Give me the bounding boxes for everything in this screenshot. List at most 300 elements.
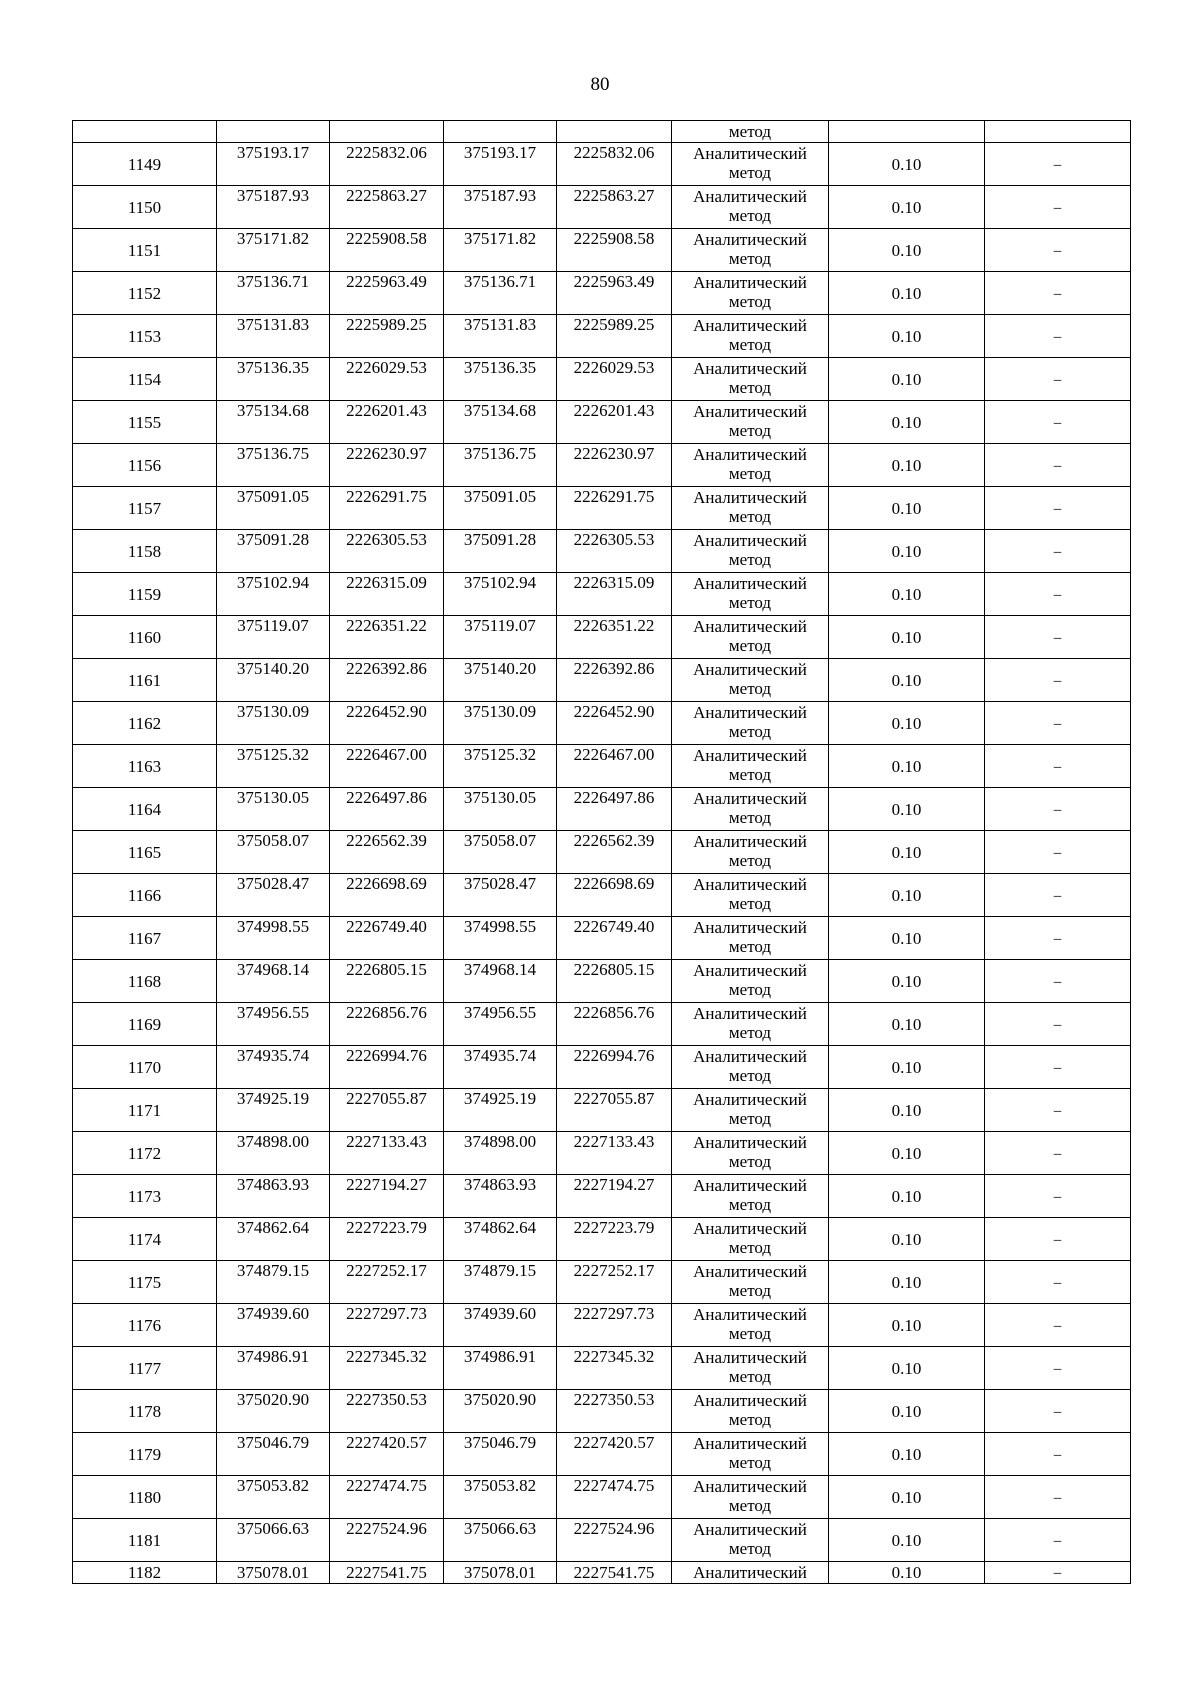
method-cell xyxy=(672,1261,829,1304)
x1-cell: 375131.83 xyxy=(217,315,330,358)
y2-cell: 2226467.00 xyxy=(557,745,672,788)
method-word-1: Аналитический xyxy=(693,1477,807,1496)
table-row-last xyxy=(73,1562,1131,1584)
note-cell xyxy=(985,788,1131,831)
table-row xyxy=(73,1218,1131,1261)
method-word-1: Аналитический xyxy=(693,1391,807,1410)
accuracy-cell: 0.10 xyxy=(829,315,985,358)
x2-cell: 375078.01 xyxy=(444,1562,557,1584)
note-cell xyxy=(985,1347,1131,1390)
x2-cell: 375102.94 xyxy=(444,573,557,616)
method-cell xyxy=(672,487,829,530)
table-row xyxy=(73,1390,1131,1433)
method-cell: Аналитический xyxy=(672,1562,829,1584)
method-word-1: Аналитический xyxy=(693,531,807,550)
accuracy-cell: 0.10 xyxy=(829,659,985,702)
x2-cell: 375028.47 xyxy=(444,874,557,917)
table-row xyxy=(73,788,1131,831)
y2-cell: 2225989.25 xyxy=(557,315,672,358)
table-row xyxy=(73,831,1131,874)
method-word-1: Аналитический xyxy=(693,1219,807,1238)
y1-cell: 2226805.15 xyxy=(330,960,444,1003)
y2-cell: 2226351.22 xyxy=(557,616,672,659)
coordinates-table xyxy=(72,120,1131,1584)
note-cell xyxy=(985,917,1131,960)
table-row xyxy=(73,1089,1131,1132)
dash-mark: – xyxy=(1053,414,1062,431)
method-word-1: Аналитический xyxy=(693,144,807,163)
x1-cell: 375091.28 xyxy=(217,530,330,573)
accuracy-cell: 0.10 xyxy=(829,1003,985,1046)
note-cell xyxy=(985,1089,1131,1132)
y2-cell: 2225908.58 xyxy=(557,229,672,272)
accuracy-cell: 0.10 xyxy=(829,1132,985,1175)
method-word-1: Аналитический xyxy=(693,617,807,636)
method-cell xyxy=(672,1175,829,1218)
dash-mark: – xyxy=(1053,328,1062,345)
method-word-1: Аналитический xyxy=(693,1305,807,1324)
dash-mark: – xyxy=(1053,1565,1062,1581)
method-word-1: Аналитический xyxy=(693,488,807,507)
method-cell xyxy=(672,229,829,272)
table-row xyxy=(73,1519,1131,1562)
y1-cell: 2227350.53 xyxy=(330,1390,444,1433)
table-row xyxy=(73,917,1131,960)
x2-cell: 375136.71 xyxy=(444,272,557,315)
method-word-2: метод xyxy=(728,1195,772,1214)
x1-cell: 374935.74 xyxy=(217,1046,330,1089)
point-number-cell: 1181 xyxy=(73,1519,217,1562)
point-number-cell: 1166 xyxy=(73,874,217,917)
x1-cell: 375130.09 xyxy=(217,702,330,745)
method-cell xyxy=(672,874,829,917)
method-word-1: Аналитический xyxy=(693,230,807,249)
method-cell xyxy=(672,1433,829,1476)
method-word-1: Аналитический xyxy=(693,273,807,292)
method-cell xyxy=(672,917,829,960)
x1-cell: 374998.55 xyxy=(217,917,330,960)
x2-cell: 374968.14 xyxy=(444,960,557,1003)
note-cell xyxy=(985,874,1131,917)
method-word-1: Аналитический xyxy=(693,1133,807,1152)
y2-cell: 2227474.75 xyxy=(557,1476,672,1519)
x2-cell: 374956.55 xyxy=(444,1003,557,1046)
accuracy-cell: 0.10 xyxy=(829,358,985,401)
method-cell xyxy=(672,1132,829,1175)
method-word-2: метод xyxy=(728,1023,772,1042)
dash-mark: – xyxy=(1053,1532,1062,1549)
method-word-2: метод xyxy=(728,507,772,526)
note-cell xyxy=(985,1519,1131,1562)
x1-cell: 374898.00 xyxy=(217,1132,330,1175)
method-word-2: метод xyxy=(728,894,772,913)
point-number-cell: 1150 xyxy=(73,186,217,229)
method-cell xyxy=(672,831,829,874)
method-word-2: метод xyxy=(728,1453,772,1472)
note-cell xyxy=(985,487,1131,530)
dash-mark: – xyxy=(1053,1360,1062,1377)
table-row xyxy=(73,1476,1131,1519)
note-cell xyxy=(985,745,1131,788)
point-number-cell: 1161 xyxy=(73,659,217,702)
y1-cell: 2227223.79 xyxy=(330,1218,444,1261)
y2-cell: 2227345.32 xyxy=(557,1347,672,1390)
x2-cell: 375125.32 xyxy=(444,745,557,788)
point-number-cell: 1158 xyxy=(73,530,217,573)
table-row xyxy=(73,401,1131,444)
method-cell xyxy=(672,1304,829,1347)
dash-mark: – xyxy=(1053,199,1062,216)
y1-cell: 2227133.43 xyxy=(330,1132,444,1175)
x1-cell: 374863.93 xyxy=(217,1175,330,1218)
accuracy-cell: 0.10 xyxy=(829,788,985,831)
x1-cell: 375140.20 xyxy=(217,659,330,702)
accuracy-cell: 0.10 xyxy=(829,143,985,186)
point-number-cell: 1173 xyxy=(73,1175,217,1218)
method-cell xyxy=(672,401,829,444)
x1-cell: 374879.15 xyxy=(217,1261,330,1304)
y1-cell: 2227524.96 xyxy=(330,1519,444,1562)
y2-cell: 2225963.49 xyxy=(557,272,672,315)
dash-mark: – xyxy=(1053,371,1062,388)
page-number: 80 xyxy=(590,74,610,95)
method-word-1: Аналитический xyxy=(693,1047,807,1066)
y2-cell: 2227420.57 xyxy=(557,1433,672,1476)
y1-cell xyxy=(330,121,444,143)
point-number-cell: 1168 xyxy=(73,960,217,1003)
point-number-cell: 1180 xyxy=(73,1476,217,1519)
note-cell xyxy=(985,315,1131,358)
method-word-2: метод xyxy=(728,1324,772,1343)
table-row xyxy=(73,1261,1131,1304)
method-cell xyxy=(672,1046,829,1089)
dash-mark: – xyxy=(1053,1403,1062,1420)
y2-cell: 2226497.86 xyxy=(557,788,672,831)
x2-cell: 375119.07 xyxy=(444,616,557,659)
dash-mark: – xyxy=(1053,1016,1062,1033)
y2-cell: 2227350.53 xyxy=(557,1390,672,1433)
point-number-cell: 1156 xyxy=(73,444,217,487)
method-word-1: Аналитический xyxy=(693,746,807,765)
point-number-cell: 1176 xyxy=(73,1304,217,1347)
point-number-cell: 1151 xyxy=(73,229,217,272)
y2-cell: 2226230.97 xyxy=(557,444,672,487)
y1-cell: 2225908.58 xyxy=(330,229,444,272)
method-word-1: Аналитический xyxy=(693,1520,807,1539)
x1-cell: 375058.07 xyxy=(217,831,330,874)
method-word-1: Аналитический xyxy=(693,660,807,679)
note-cell xyxy=(985,1175,1131,1218)
table-row xyxy=(73,1433,1131,1476)
table-row xyxy=(73,1347,1131,1390)
x2-cell: 375130.05 xyxy=(444,788,557,831)
y1-cell: 2227297.73 xyxy=(330,1304,444,1347)
method-word-1: Аналитический xyxy=(693,1434,807,1453)
point-number-cell: 1174 xyxy=(73,1218,217,1261)
x2-cell: 375130.09 xyxy=(444,702,557,745)
y2-cell: 2227194.27 xyxy=(557,1175,672,1218)
accuracy-cell: 0.10 xyxy=(829,917,985,960)
method-word-1: Аналитический xyxy=(693,1004,807,1023)
table-row xyxy=(73,186,1131,229)
note-cell xyxy=(985,1132,1131,1175)
x1-cell: 375028.47 xyxy=(217,874,330,917)
table-row xyxy=(73,143,1131,186)
method-cell xyxy=(672,1218,829,1261)
note-cell xyxy=(985,1218,1131,1261)
method-word-1: Аналитический xyxy=(693,1090,807,1109)
point-number-cell: 1152 xyxy=(73,272,217,315)
accuracy-cell: 0.10 xyxy=(829,1304,985,1347)
note-cell xyxy=(985,229,1131,272)
y2-cell: 2227524.96 xyxy=(557,1519,672,1562)
y1-cell: 2227474.75 xyxy=(330,1476,444,1519)
x1-cell: 375193.17 xyxy=(217,143,330,186)
x2-cell: 374898.00 xyxy=(444,1132,557,1175)
y1-cell: 2226392.86 xyxy=(330,659,444,702)
x2-cell xyxy=(444,121,557,143)
y1-cell: 2225989.25 xyxy=(330,315,444,358)
y2-cell: 2227133.43 xyxy=(557,1132,672,1175)
table-row xyxy=(73,1003,1131,1046)
x1-cell: 374968.14 xyxy=(217,960,330,1003)
point-number-cell: 1155 xyxy=(73,401,217,444)
note-cell xyxy=(985,1562,1131,1584)
x1-cell: 375066.63 xyxy=(217,1519,330,1562)
table-row xyxy=(73,1132,1131,1175)
method-cell xyxy=(672,186,829,229)
method-cell xyxy=(672,1003,829,1046)
method-cell xyxy=(672,1347,829,1390)
x2-cell: 375091.05 xyxy=(444,487,557,530)
accuracy-cell: 0.10 xyxy=(829,1261,985,1304)
accuracy-cell: 0.10 xyxy=(829,1046,985,1089)
x2-cell: 375134.68 xyxy=(444,401,557,444)
method-cell xyxy=(672,616,829,659)
method-cell xyxy=(672,745,829,788)
x1-cell: 374925.19 xyxy=(217,1089,330,1132)
y2-cell: 2226562.39 xyxy=(557,831,672,874)
accuracy-cell: 0.10 xyxy=(829,702,985,745)
method-word-2: метод xyxy=(728,679,772,698)
point-number-cell xyxy=(73,121,217,143)
note-cell xyxy=(985,616,1131,659)
method-word-1: Аналитический xyxy=(693,875,807,894)
table-row xyxy=(73,272,1131,315)
point-number-cell: 1175 xyxy=(73,1261,217,1304)
accuracy-cell: 0.10 xyxy=(829,573,985,616)
method-word-2: метод xyxy=(728,593,772,612)
y2-cell: 2226452.90 xyxy=(557,702,672,745)
method-word-2: метод xyxy=(728,550,772,569)
dash-mark: – xyxy=(1053,1188,1062,1205)
y1-cell: 2226452.90 xyxy=(330,702,444,745)
y2-cell: 2226805.15 xyxy=(557,960,672,1003)
accuracy-cell: 0.10 xyxy=(829,1089,985,1132)
dash-mark: – xyxy=(1053,1446,1062,1463)
method-word-2: метод xyxy=(728,421,772,440)
table-row xyxy=(73,229,1131,272)
x1-cell xyxy=(217,121,330,143)
x1-cell: 375102.94 xyxy=(217,573,330,616)
table-row xyxy=(73,745,1131,788)
x2-cell: 375053.82 xyxy=(444,1476,557,1519)
method-cell xyxy=(672,960,829,1003)
y2-cell: 2226315.09 xyxy=(557,573,672,616)
method-word-1: Аналитический xyxy=(693,402,807,421)
note-cell xyxy=(985,1261,1131,1304)
y2-cell: 2226029.53 xyxy=(557,358,672,401)
note-cell xyxy=(985,444,1131,487)
dash-mark: – xyxy=(1053,242,1062,259)
dash-mark: – xyxy=(1053,1231,1062,1248)
accuracy-cell: 0.10 xyxy=(829,229,985,272)
x2-cell: 375131.83 xyxy=(444,315,557,358)
dash-mark: – xyxy=(1053,1145,1062,1162)
y1-cell: 2226315.09 xyxy=(330,573,444,616)
accuracy-cell: 0.10 xyxy=(829,1433,985,1476)
table-row xyxy=(73,487,1131,530)
point-number-cell: 1171 xyxy=(73,1089,217,1132)
table-row xyxy=(73,444,1131,487)
accuracy-cell: 0.10 xyxy=(829,1218,985,1261)
method-cell xyxy=(672,358,829,401)
note-cell xyxy=(985,1433,1131,1476)
method-word-1: Аналитический xyxy=(693,187,807,206)
method-word-1: Аналитический xyxy=(693,703,807,722)
point-number-cell: 1172 xyxy=(73,1132,217,1175)
accuracy-cell: 0.10 xyxy=(829,272,985,315)
y1-cell: 2226994.76 xyxy=(330,1046,444,1089)
dash-mark: – xyxy=(1053,1317,1062,1334)
method-word-1: Аналитический xyxy=(693,789,807,808)
x1-cell: 375078.01 xyxy=(217,1562,330,1584)
method-word-2: метод xyxy=(728,1066,772,1085)
method-cell xyxy=(672,1089,829,1132)
y1-cell: 2225832.06 xyxy=(330,143,444,186)
y1-cell: 2226230.97 xyxy=(330,444,444,487)
y2-cell: 2226994.76 xyxy=(557,1046,672,1089)
x1-cell: 375125.32 xyxy=(217,745,330,788)
accuracy-cell: 0.10 xyxy=(829,1562,985,1584)
method-word-2: метод xyxy=(728,1152,772,1171)
x2-cell: 374939.60 xyxy=(444,1304,557,1347)
y2-cell: 2227541.75 xyxy=(557,1562,672,1584)
x1-cell: 375130.05 xyxy=(217,788,330,831)
x2-cell: 375171.82 xyxy=(444,229,557,272)
note-cell xyxy=(985,831,1131,874)
note-cell xyxy=(985,530,1131,573)
y2-cell: 2226291.75 xyxy=(557,487,672,530)
method-word-1: Аналитический xyxy=(693,316,807,335)
accuracy-cell: 0.10 xyxy=(829,1476,985,1519)
method-word-2: метод xyxy=(728,206,772,225)
point-number-cell: 1179 xyxy=(73,1433,217,1476)
dash-mark: – xyxy=(1053,1489,1062,1506)
accuracy-cell xyxy=(829,121,985,143)
accuracy-cell: 0.10 xyxy=(829,1519,985,1562)
point-number-cell: 1157 xyxy=(73,487,217,530)
note-cell xyxy=(985,1046,1131,1089)
dash-mark: – xyxy=(1053,844,1062,861)
method-cell xyxy=(672,1519,829,1562)
dash-mark: – xyxy=(1053,758,1062,775)
method-cell xyxy=(672,444,829,487)
method-word-2: метод xyxy=(728,378,772,397)
y1-cell: 2226291.75 xyxy=(330,487,444,530)
method-cell xyxy=(672,143,829,186)
table-row xyxy=(73,358,1131,401)
y2-cell xyxy=(557,121,672,143)
method-word-1: Аналитический xyxy=(693,918,807,937)
x1-cell: 375136.35 xyxy=(217,358,330,401)
y2-cell: 2225863.27 xyxy=(557,186,672,229)
x2-cell: 375136.35 xyxy=(444,358,557,401)
accuracy-cell: 0.10 xyxy=(829,530,985,573)
dash-mark: – xyxy=(1053,1102,1062,1119)
x2-cell: 375136.75 xyxy=(444,444,557,487)
table-row xyxy=(73,573,1131,616)
x1-cell: 374956.55 xyxy=(217,1003,330,1046)
x2-cell: 375187.93 xyxy=(444,186,557,229)
note-cell xyxy=(985,573,1131,616)
dash-mark: – xyxy=(1053,672,1062,689)
accuracy-cell: 0.10 xyxy=(829,444,985,487)
x2-cell: 375058.07 xyxy=(444,831,557,874)
y2-cell: 2226201.43 xyxy=(557,401,672,444)
accuracy-cell: 0.10 xyxy=(829,487,985,530)
accuracy-cell: 0.10 xyxy=(829,1390,985,1433)
point-number-cell: 1160 xyxy=(73,616,217,659)
y1-cell: 2225963.49 xyxy=(330,272,444,315)
y2-cell: 2227223.79 xyxy=(557,1218,672,1261)
method-cell xyxy=(672,573,829,616)
y1-cell: 2227194.27 xyxy=(330,1175,444,1218)
dash-mark: – xyxy=(1053,543,1062,560)
method-cell xyxy=(672,272,829,315)
method-word-2: метод xyxy=(728,722,772,741)
method-cell xyxy=(672,530,829,573)
method-cell xyxy=(672,1476,829,1519)
table-row xyxy=(73,1175,1131,1218)
table-row xyxy=(73,530,1131,573)
point-number-cell: 1153 xyxy=(73,315,217,358)
table-row xyxy=(73,874,1131,917)
x1-cell: 374986.91 xyxy=(217,1347,330,1390)
dash-mark: – xyxy=(1053,715,1062,732)
method-word-2: метод xyxy=(728,163,772,182)
y2-cell: 2226392.86 xyxy=(557,659,672,702)
method-word-2: метод xyxy=(728,851,772,870)
method-word-2: метод xyxy=(728,1410,772,1429)
x2-cell: 375193.17 xyxy=(444,143,557,186)
x1-cell: 375046.79 xyxy=(217,1433,330,1476)
note-cell xyxy=(985,960,1131,1003)
x2-cell: 374925.19 xyxy=(444,1089,557,1132)
note-cell xyxy=(985,659,1131,702)
point-number-cell: 1163 xyxy=(73,745,217,788)
note-cell xyxy=(985,401,1131,444)
y1-cell: 2226201.43 xyxy=(330,401,444,444)
accuracy-cell: 0.10 xyxy=(829,831,985,874)
method-word-2: метод xyxy=(728,636,772,655)
table-body xyxy=(73,121,1131,1584)
method-word-2: метод xyxy=(728,249,772,268)
note-cell xyxy=(985,358,1131,401)
method-word-2: метод xyxy=(728,1367,772,1386)
method-word-2: метод xyxy=(728,1496,772,1515)
x1-cell: 375187.93 xyxy=(217,186,330,229)
